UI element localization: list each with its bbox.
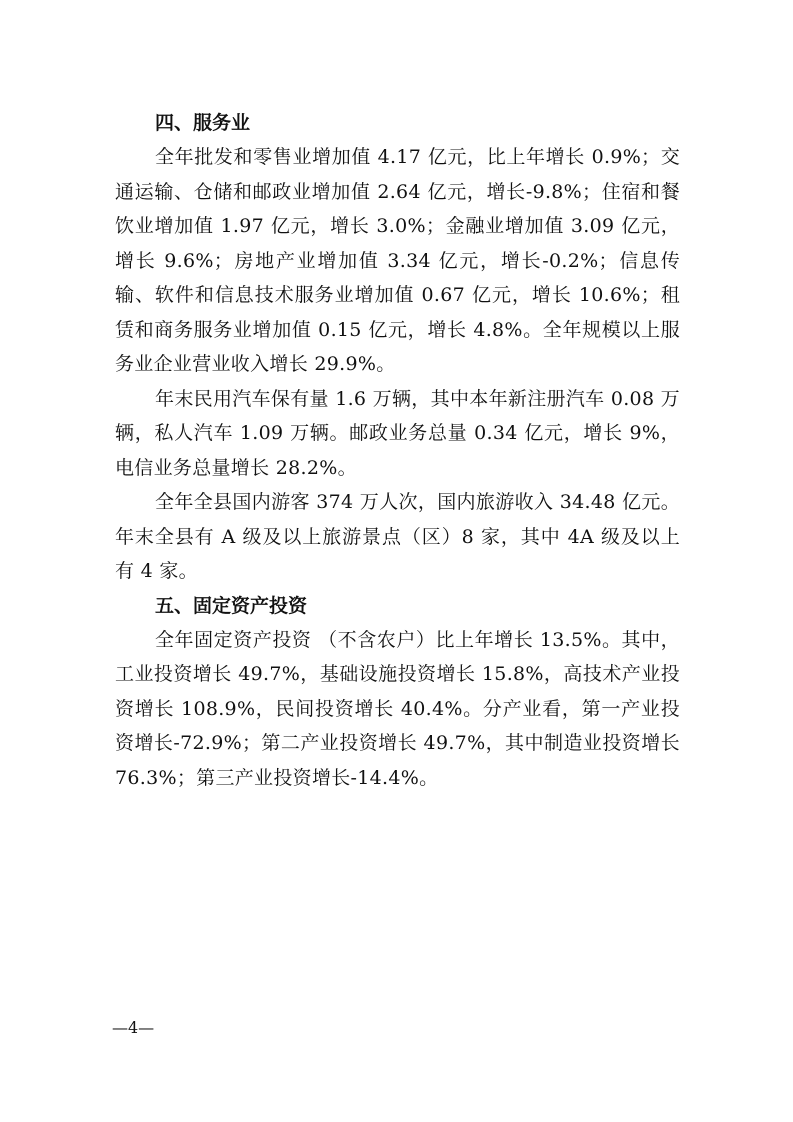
paragraph-fixed-asset-investment: 全年固定资产投资 （不含农户）比上年增长 13.5%。其中，工业投资增长 49.7%，基础设施投资增长 15.8%，高技术产业投资增长 108.9%，民间投资增长 40.4%。分产业看，第一产业投资增长-72.9%；第二产业投资增长 49.7%，其中制造业投资增长 76.3%；第三产业投资增长-14.4%。	[115, 628, 680, 789]
paragraph-vehicles-postal: 年末民用汽车保有量 1.6 万辆，其中本年新注册汽车 0.08 万辆，私人汽车 1.09 万辆。邮政业务总量 0.34 亿元，增长 9%，电信业务总量增长 28.2%。	[115, 387, 680, 479]
section-heading-fixed-asset-investment: 五、固定资产投资	[155, 594, 308, 617]
paragraph-tourism: 全年全县国内游客 374 万人次，国内旅游收入 34.48 亿元。年末全县有 A 级及以上旅游景点（区）8 家，其中 4A 级及以上有 4 家。	[115, 491, 680, 582]
page-number: —4—	[112, 1018, 155, 1037]
section-heading-services: 四、服务业	[155, 112, 251, 134]
paragraph-services-value-added: 全年批发和零售业增加值 4.17 亿元，比上年增长 0.9%；交通运输、仓储和邮政业增加值 2.64 亿元，增长-9.8%；住宿和餐饮业增加值 1.97 亿元，增长 3.0%；金融业增加值 3.09 亿元，增长 9.6%；房地产业增加值 3.34 亿元，增长-0.2%；信息传输、软件和信息技术服务业增加值 0.67 亿元，增长 10.6%；租赁和商务服务业增加值 0.15 亿元，增长 4.8%。全年规模以上服务业企业营业收入增长 29.9%。	[115, 146, 680, 375]
document-body	[115, 106, 680, 795]
